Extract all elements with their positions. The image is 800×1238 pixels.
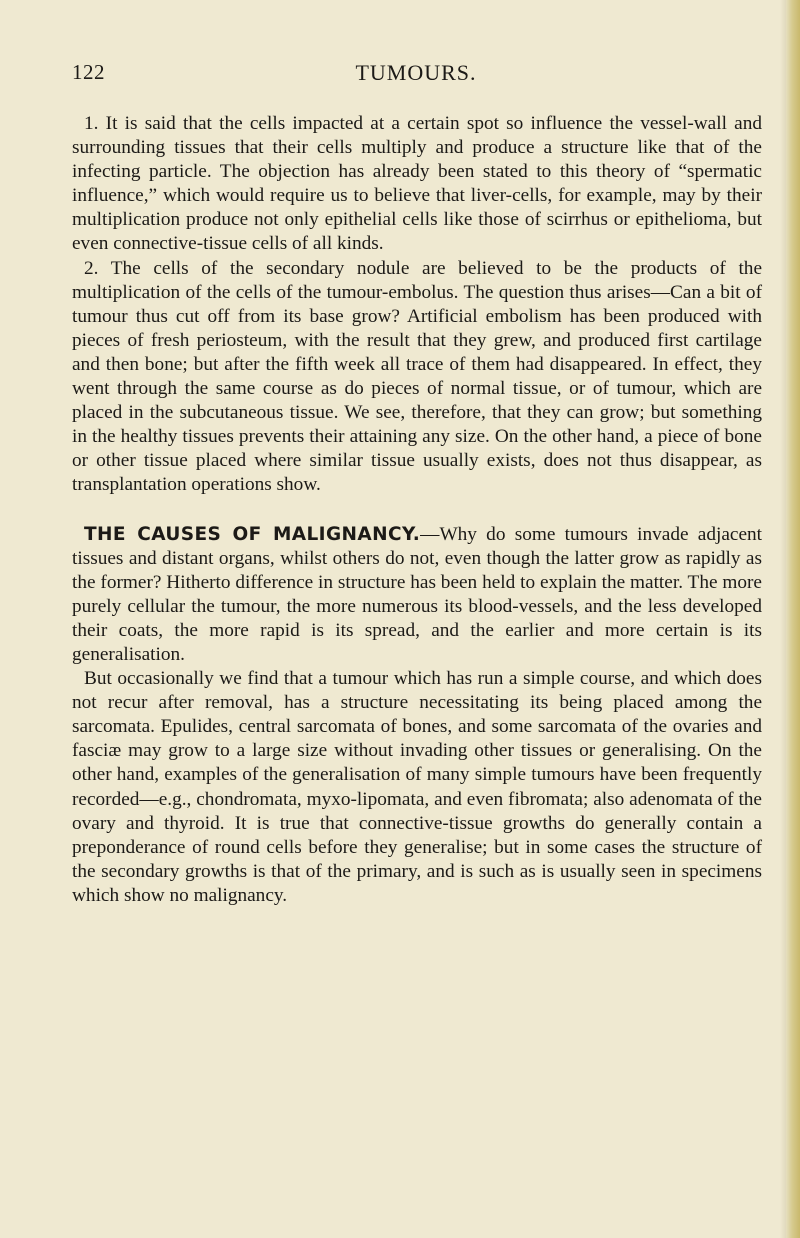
body-text (72, 112, 762, 908)
section-heading: THE CAUSES OF MALIGNANCY. (84, 523, 421, 545)
page-edge (786, 0, 800, 1238)
section-causes-of-malignancy (72, 523, 762, 668)
section-intro: —Why do some tumours invade adjacent tissues and distant organs, whilst others do not, even though the latter grow as rapidly as the former? Hitherto difference in structure has been held to explain the matter. The more purely cellular the tumour, the more numerous its blood-vessels, and the less developed their coats, the more rapid is its spread, and the earlier and more certain is its generalisation. (72, 523, 762, 665)
paragraph-3: But occasionally we find that a tumour which has run a simple course, and which does not recur after removal, has a structure necessitating its being placed among the sarcomata. Epulides, central sarcomata of bones, and some sarcomata of the ovaries and fasciæ may grow to a large size without invading other tissues or generalising. On the other hand, examples of the generalisation of many simple tumours have been frequently recorded—e.g., chondromata, myxo-lipomata, and even fibromata; also adenomata of the ovary and thyroid. It is true that connective-tissue growths do generally contain a preponderance of round cells before they generalise; but in some cases the structure of the secondary growths is that of the primary, and is such as is usually seen in specimens which show no malignancy. (72, 668, 762, 906)
paragraph-1: 1. It is said that the cells impacted at a certain spot so influence the vessel-wall and surrounding tissues that their cells multiply and produce a structure like that of the infecting particle. The objection has already been stated to this theory of “spermatic influence,” which would require us to believe that liver-cells, for example, may by their multiplication produce not only epithelial cells like those of scirrhus or epithelioma, but even connective-tissue cells of all kinds. (72, 113, 762, 255)
page-number: 122 (72, 60, 105, 84)
running-title: TUMOURS. (355, 60, 477, 85)
paragraph-2: 2. The cells of the secondary nodule are believed to be the products of the multiplication of the cells of the tumour-embolus. The question thus arises—Can a bit of tumour thus cut off from its base grow? Artificial embolism has been produced with pieces of fresh periosteum, with the result that they grew, and produced first cartilage and then bone; but after the fifth week all trace of them had disappeared. In effect, they went through the same course as do pieces of normal tissue, or of tumour, which are placed in the subcutaneous tissue. We see, therefore, that they can grow; but something in the healthy tissues prevents their attaining any size. On the other hand, a piece of bone or other tissue placed where similar tissue usually exists, does not thus disappear, as transplantation operations show. (72, 257, 762, 496)
page-header (72, 60, 760, 90)
